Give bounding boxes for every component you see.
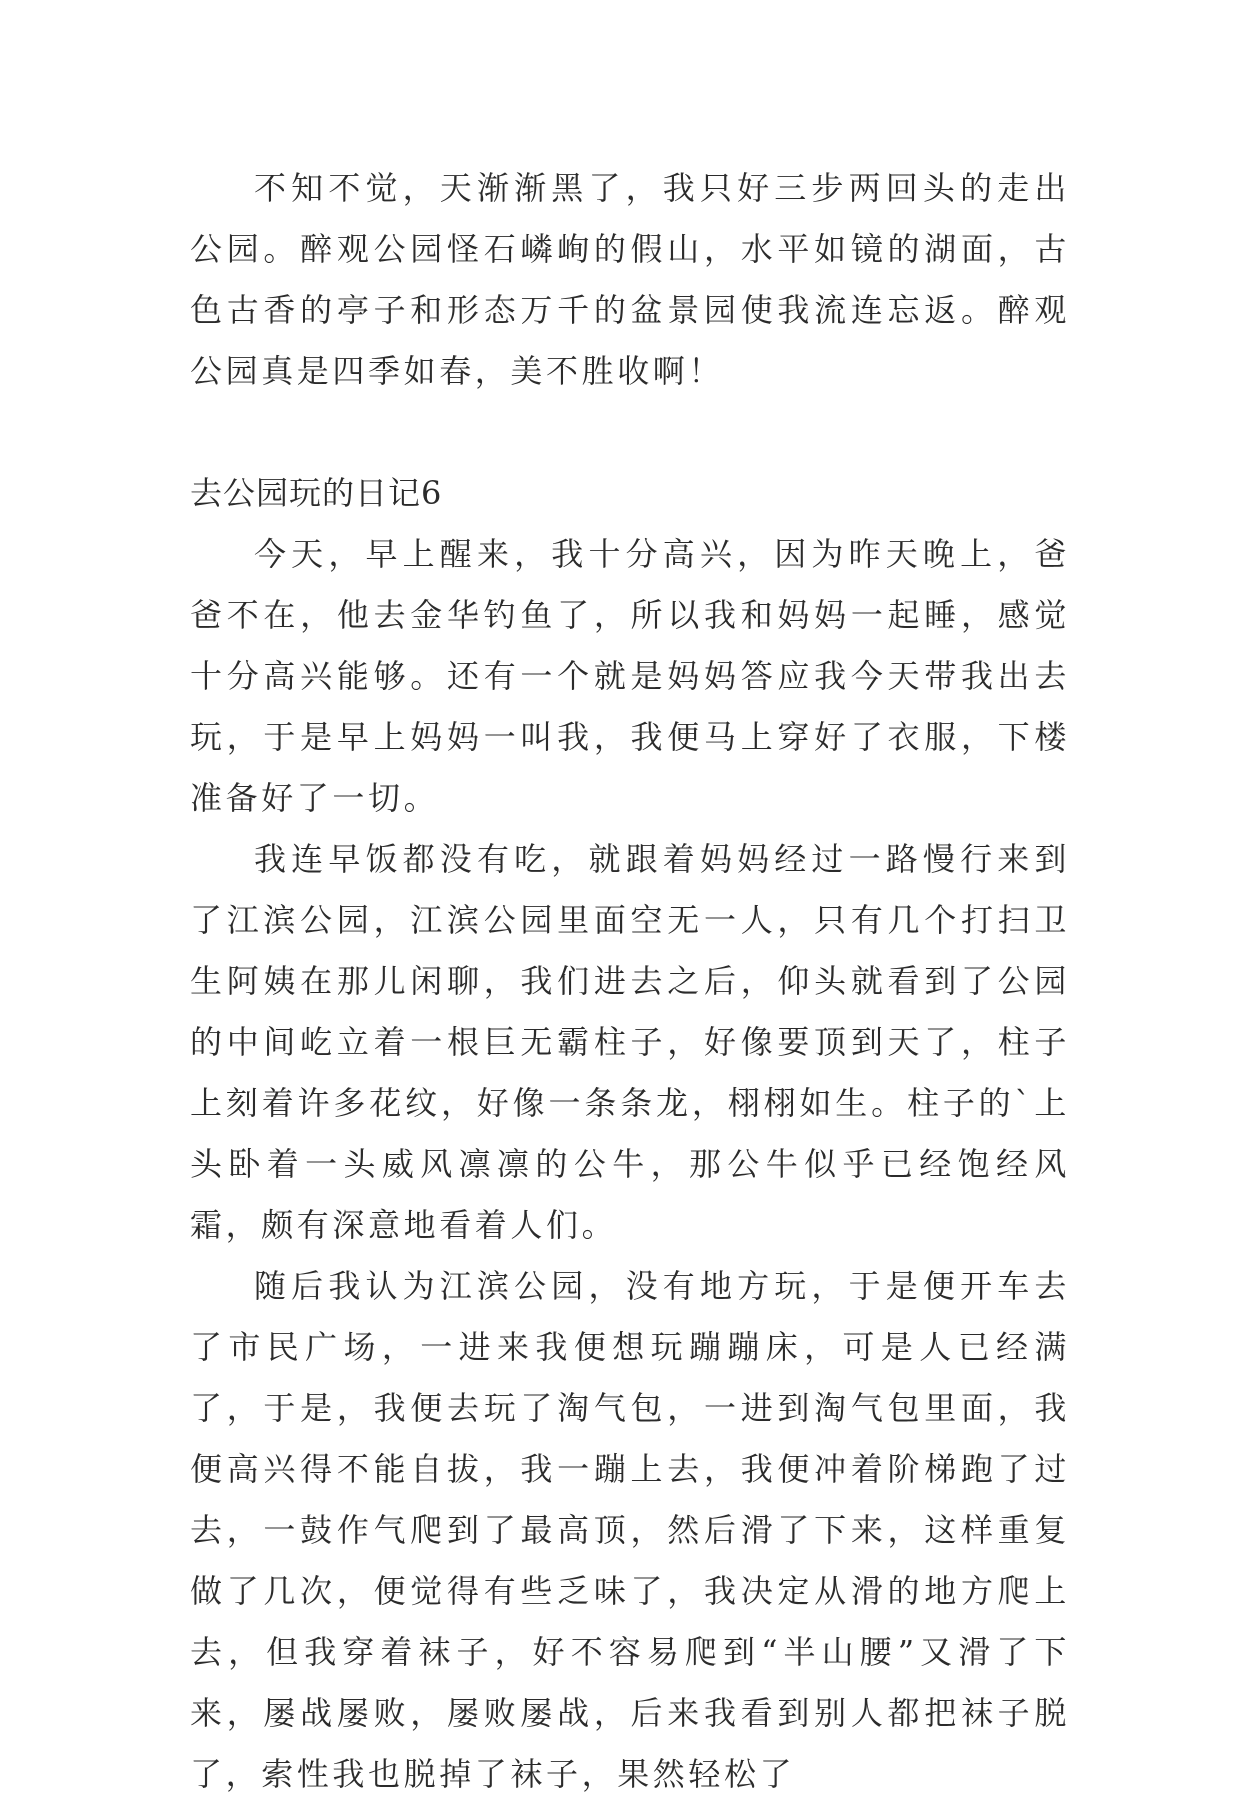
- document-body: [190, 158, 1070, 1805]
- paragraph-morning: 今天，早上醒来，我十分高兴，因为昨天晚上，爸爸不在，他去金华钓鱼了，所以我和妈妈一起睡，感觉十分高兴能够。还有一个就是妈妈答应我今天带我出去玩，于是早上妈妈一叫我，我便马上穿好了衣服，下楼准备好了一切。: [190, 535, 1070, 817]
- paragraph-ending: 不知不觉，天渐渐黑了，我只好三步两回头的走出公园。醉观公园怪石嶙峋的假山，水平如镜的湖面，古色古香的亭子和形态万千的盆景园使我流连忘返。醉观公园真是四季如春，美不胜收啊！: [190, 169, 1070, 390]
- paragraph-jiangbin-park: 我连早饭都没有吃，就跟着妈妈经过一路慢行来到了江滨公园，江滨公园里面空无一人，只有几个打扫卫生阿姨在那儿闲聊，我们进去之后，仰头就看到了公园的中间屹立着一根巨无霸柱子，好像要顶到天了，柱子上刻着许多花纹，好像一条条龙，栩栩如生。柱子的`上头卧着一头威风凛凛的公牛，那公牛似乎已经饱经风霜，颇有深意地看着人们。: [190, 840, 1070, 1244]
- paragraph-citizen-square: 随后我认为江滨公园，没有地方玩，于是便开车去了市民广场，一进来我便想玩蹦蹦床，可是人已经满了，于是，我便去玩了淘气包，一进到淘气包里面，我便高兴得不能自拔，我一蹦上去，我便冲着阶梯跑了过去，一鼓作气爬到了最高顶，然后滑了下来，这样重复做了几次，便觉得有些乏味了，我决定从滑的地方爬上去，但我穿着袜子，好不容易爬到“半山腰”又滑了下来，屡战屡败，屡败屡战，后来我看到别人都把袜子脱了，索性我也脱掉了袜子，果然轻松了: [190, 1267, 1070, 1793]
- section-heading: 去公园玩的日记6: [190, 474, 443, 512]
